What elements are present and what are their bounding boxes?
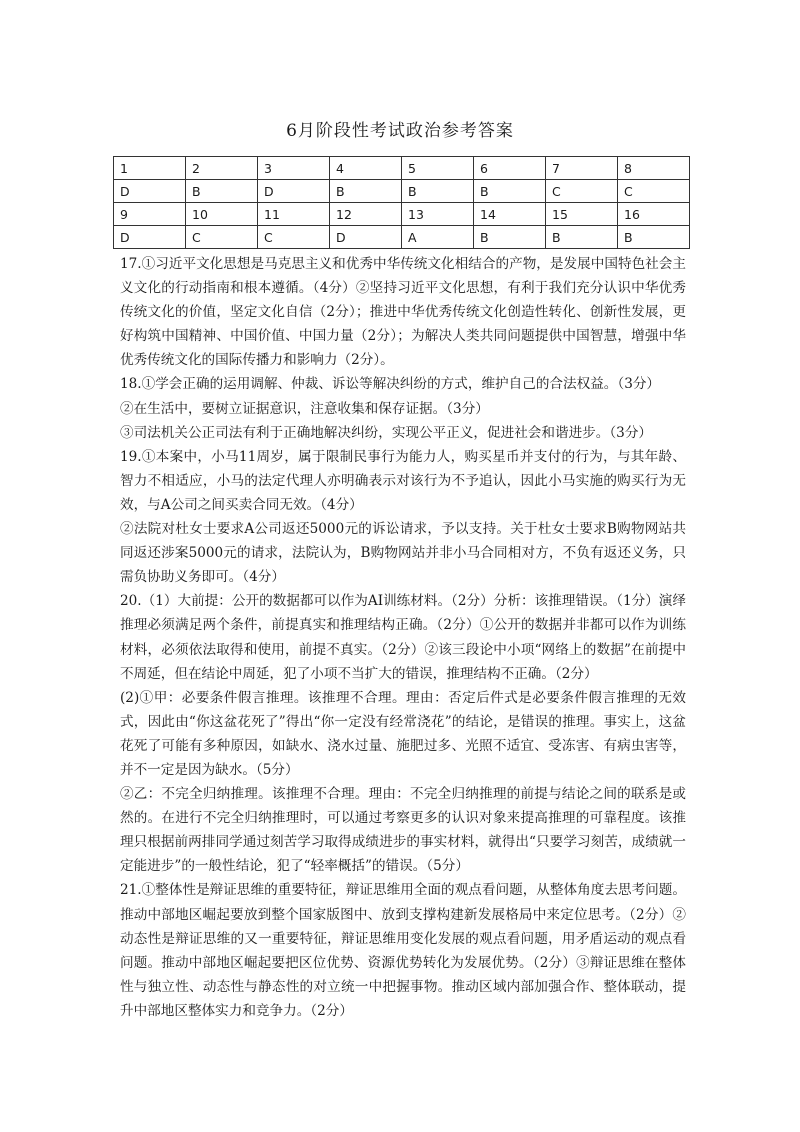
question-number-cell: 15: [546, 203, 618, 226]
question-number-cell: 2: [186, 157, 258, 180]
answer-21: 21.①整体性是辩证思维的重要特征，辩证思维用全面的观点看问题，从整体角度去思考问题。推动中部地区崛起要放到整个国家版图中、放到支撑构建新发展格局中来定位思考。（2分）②动态性是辩证思维的又一重要特征，辩证思维用变化发展的观点看问题，用矛盾运动的观点看问题。推动中部地区崛起要把区位优势、资源优势转化为发展优势。（2分）③辩证思维在整体性与独立性、动态性与静态性的对立统一中把握事物。推动区域内部加强合作、整体联动，提升中部地区整体实力和竞争力。（2分）: [120, 882, 686, 1019]
answer-cell: B: [186, 180, 258, 203]
table-row: [114, 203, 690, 226]
question-number-cell: 8: [618, 157, 690, 180]
answer-cell: C: [546, 180, 618, 203]
answer-cell: C: [186, 226, 258, 249]
question-number-cell: 16: [618, 203, 690, 226]
question-number-cell: 5: [402, 157, 474, 180]
question-number-cell: 13: [402, 203, 474, 226]
table-row: [114, 180, 690, 203]
answer-cell: D: [330, 226, 402, 249]
answer-18-point-2: ②在生活中，要树立证据意识，注意收集和保存证据。（3分）: [120, 400, 489, 417]
question-number-cell: 9: [114, 203, 186, 226]
question-number-cell: 3: [258, 157, 330, 180]
table-row: [114, 226, 690, 249]
answer-20-part-2-yi: ②乙：不完全归纳推理。该推理不合理。理由：不完全归纳推理的前提与结论之间的联系是或然的。在进行不完全归纳推理时，可以通过考察更多的认识对象来提高推理的可靠程度。该推理只根据前两排同学通过刻苦学习取得成绩进步的事实材料，就得出“只要学习刻苦，成绩就一定能进步”的一般性结论，犯了“轻率概括”的错误。（5分）: [120, 786, 686, 875]
answer-20-part-2-jia: (2)①甲：必要条件假言推理。该推理不合理。理由：否定后件式是必要条件假言推理的无效式，因此由“你这盆花死了”得出“你一定没有经常浇花”的结论，是错误的推理。事实上，这盆花死了可能有多种原因，如缺水、浇水过量、施肥过多、光照不适宜、受冻害、有病虫害等，并不一定是因为缺水。（5分）: [120, 689, 686, 778]
answer-cell: B: [474, 226, 546, 249]
answer-cell: B: [474, 180, 546, 203]
question-number-cell: 4: [330, 157, 402, 180]
answer-cell: D: [114, 226, 186, 249]
question-number-cell: 14: [474, 203, 546, 226]
answer-20-part-1: 20.（1）大前提：公开的数据都可以作为AI训练材料。（2分）分析：该推理错误。（1分）演绎推理必须满足两个条件，前提真实和推理结构正确。（2分）①公开的数据并非都可以作为训练材料，必须依法取得和使用，前提不真实。（2分）②该三段论中小项“网络上的数据”在前提中不周延，但在结论中周延，犯了小项不当扩大的错误，推理结构不正确。（2分）: [120, 593, 686, 682]
answer-cell: A: [402, 226, 474, 249]
answer-19-point-2: ②法院对杜女士要求A公司返还5000元的诉讼请求，予以支持。关于杜女士要求B购物网站共同返还涉案5000元的请求，法院认为，B购物网站并非小马合同相对方，不负有返还义务，只需负协助义务即可。（4分）: [120, 521, 686, 586]
question-number-cell: 1: [114, 157, 186, 180]
answer-cell: D: [114, 180, 186, 203]
answer-19-point-1: 19.①本案中，小马11周岁，属于限制民事行为能力人，购买星币并支付的行为，与其年龄、智力不相适应，小马的法定代理人亦明确表示对该行为不予追认，因此小马实施的购买行为无效，与A公司之间买卖合同无效。（4分）: [120, 448, 686, 513]
question-number-cell: 6: [474, 157, 546, 180]
answer-18-point-1: 18.①学会正确的运用调解、仲裁、诉讼等解决纠纷的方式，维护自己的合法权益。（3分）: [120, 376, 661, 393]
question-number-cell: 11: [258, 203, 330, 226]
question-number-cell: 12: [330, 203, 402, 226]
table-row: [114, 157, 690, 180]
question-number-cell: 7: [546, 157, 618, 180]
answer-cell: B: [618, 226, 690, 249]
answer-18-point-3: ③司法机关公正司法有利于正确地解决纠纷，实现公平正义，促进社会和谐进步。（3分）: [120, 424, 653, 441]
answer-cell: B: [402, 180, 474, 203]
question-number-cell: 10: [186, 203, 258, 226]
answer-cell: B: [546, 226, 618, 249]
answer-cell: C: [258, 226, 330, 249]
page-title: 6月阶段性考试政治参考答案: [286, 121, 514, 141]
answer-text-body: [120, 252, 686, 1023]
answer-cell: B: [330, 180, 402, 203]
answer-17: 17.①习近平文化思想是马克思主义和优秀中华传统文化相结合的产物，是发展中国特色社会主义文化的行动指南和根本遵循。（4分）②坚持习近平文化思想，有利于我们充分认识中华优秀传统文化的价值，坚定文化自信（2分）；推进中华优秀传统文化创造性转化、创新性发展，更好构筑中国精神、中国价值、中国力量（2分）；为解决人类共同问题提供中国智慧，增强中华优秀传统文化的国际传播力和影响力（2分）。: [120, 256, 686, 369]
answer-cell: D: [258, 180, 330, 203]
answer-table: [113, 156, 690, 249]
answer-cell: C: [618, 180, 690, 203]
